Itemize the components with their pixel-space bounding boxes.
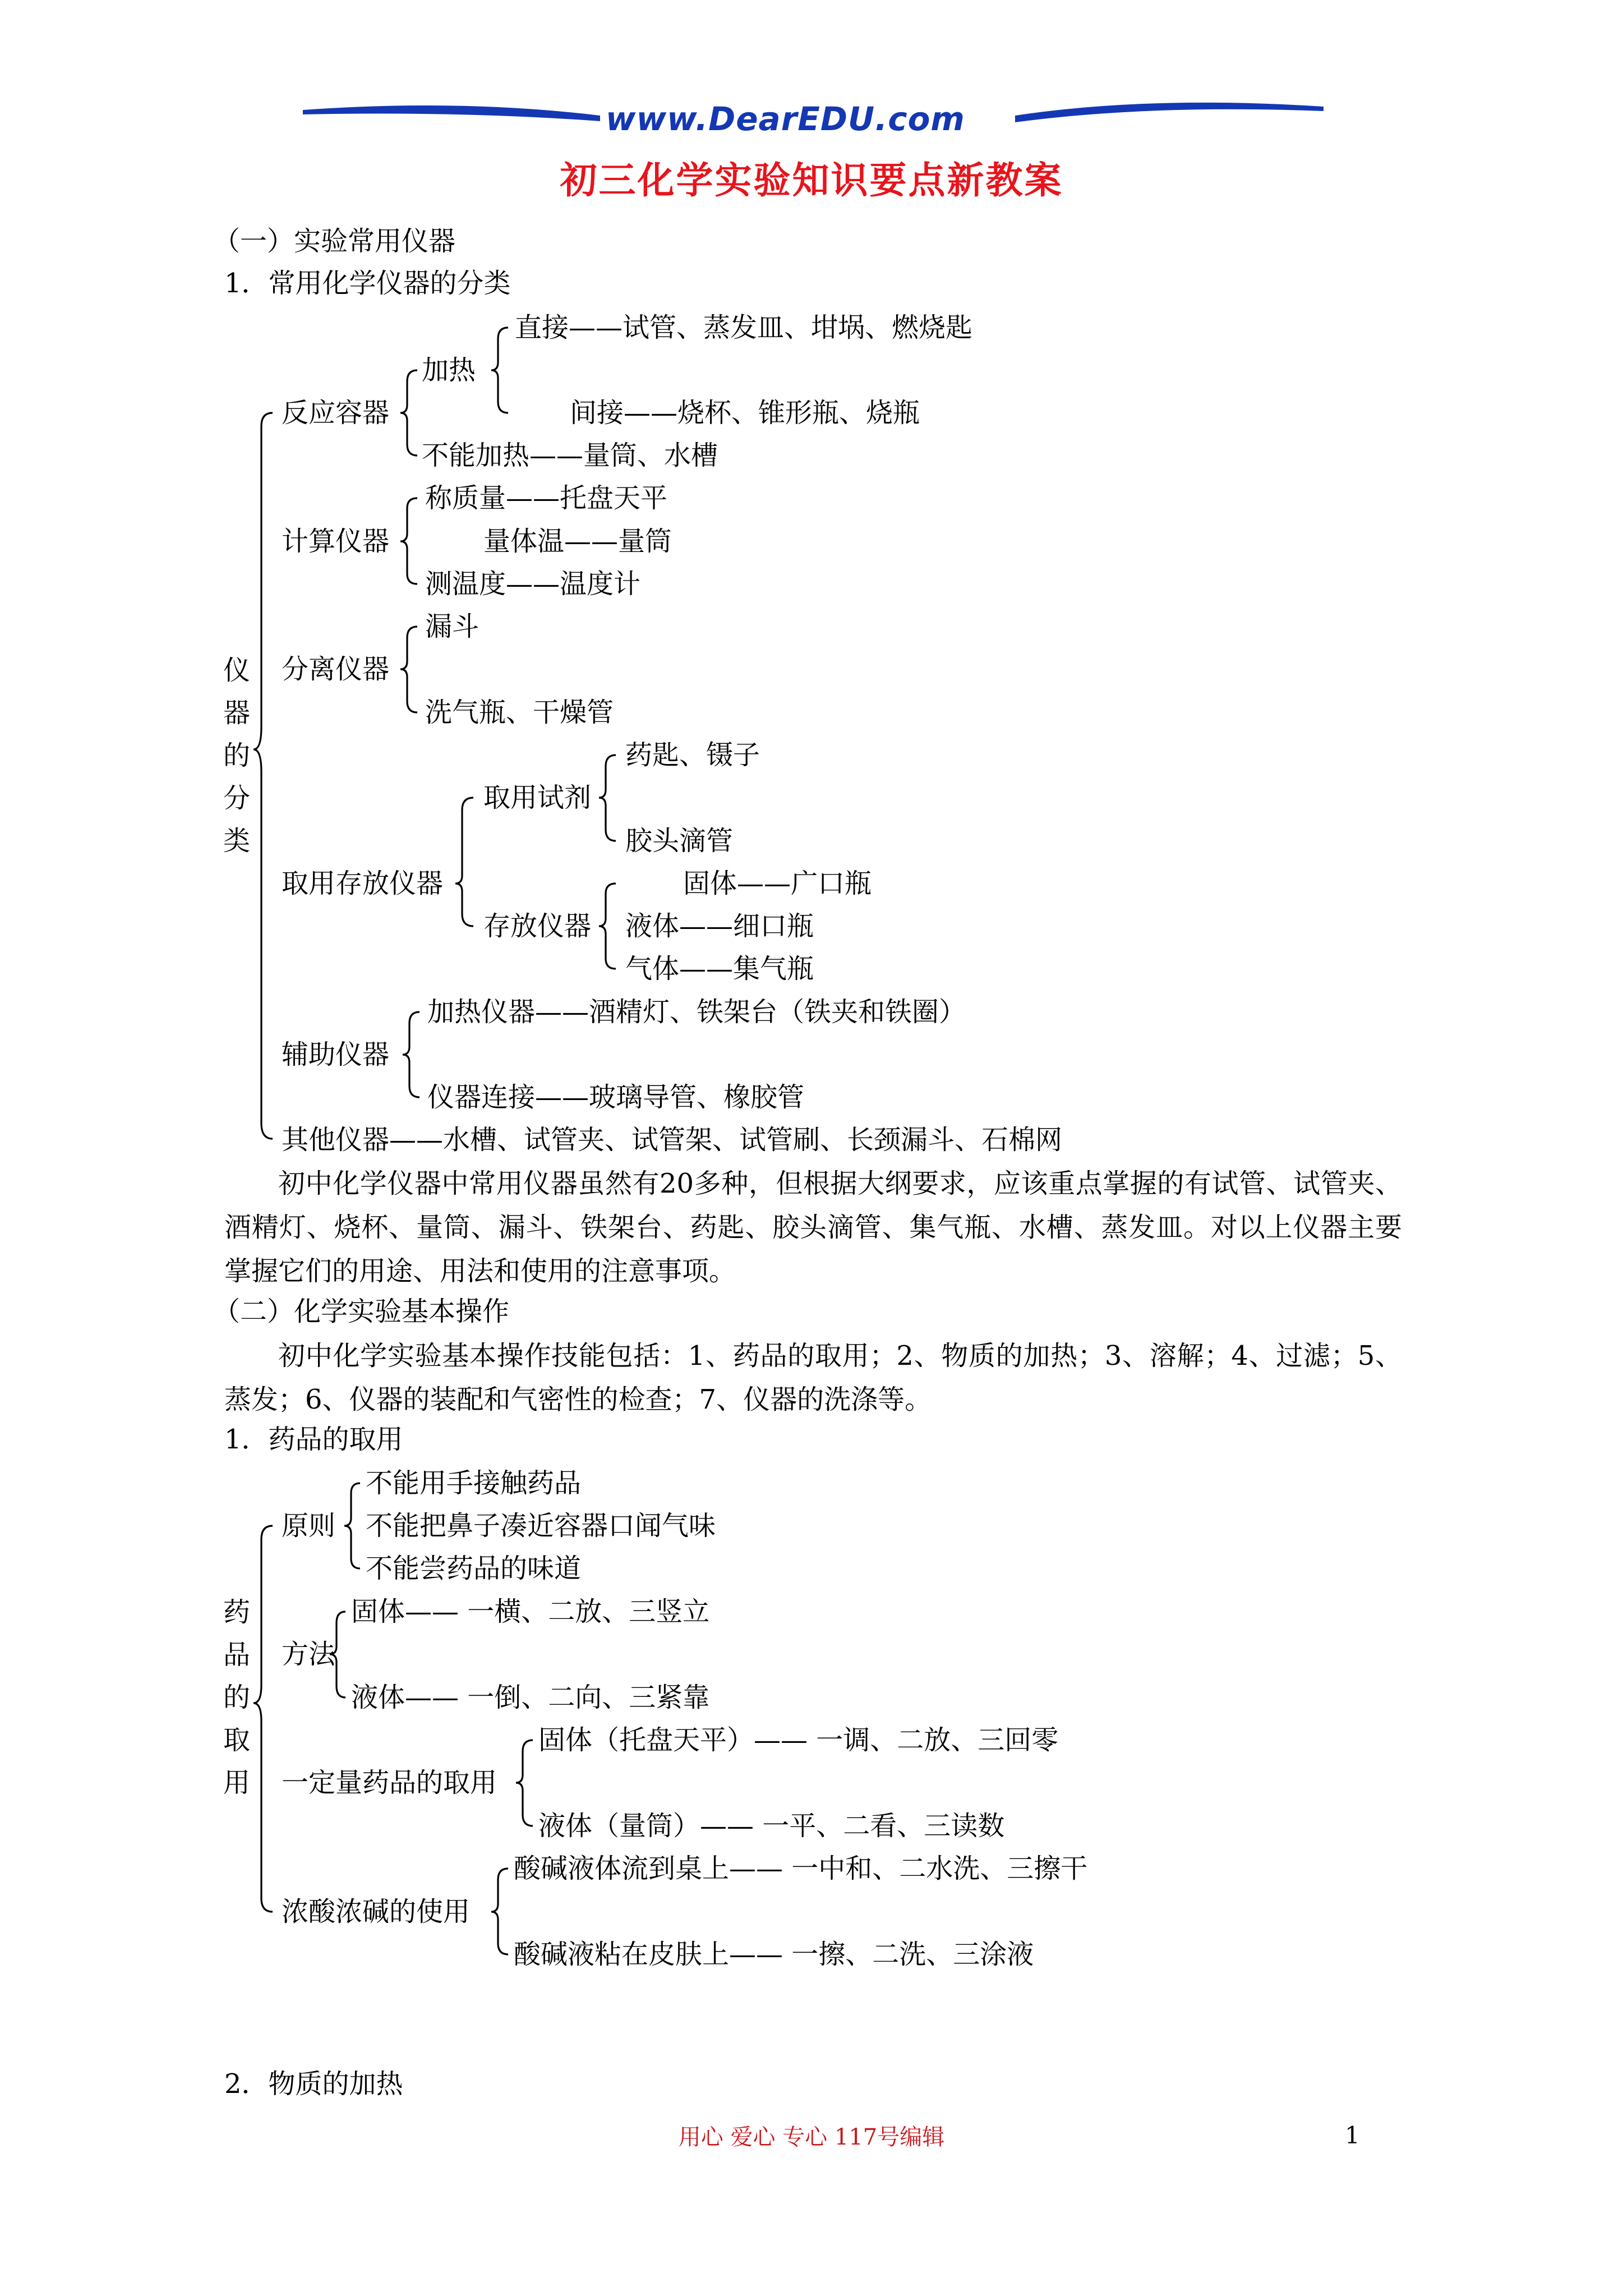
item-quantity-solid: 固体（托盘天平）—— 一调、二放、三回零 (538, 1724, 1059, 1756)
item-volume: 量体温——量筒 (483, 526, 672, 557)
item-noheat: 不能加热——量筒、水槽 (422, 440, 718, 471)
item-indirect: 间接——烧杯、锥形瓶、烧瓶 (570, 397, 920, 429)
item-principle-1: 不能用手接触药品 (366, 1467, 582, 1499)
item-dropper: 胶头滴管 (625, 825, 734, 857)
item-principle-2: 不能把鼻子凑近容器口闻气味 (366, 1510, 716, 1542)
label-keep: 存放仪器 (483, 910, 592, 942)
paragraph-operations: 初中化学实验基本操作技能包括：1、药品的取用；2、物质的加热；3、溶解；4、过滤；5、蒸发；6、仪器的装配和气密性的检查；7、仪器的洗涤等。 (224, 1340, 1402, 1415)
label-acid-base: 浓酸浓碱的使用 (282, 1896, 471, 1927)
item-heating-instrument: 加热仪器——酒精灯、铁架台（铁夹和铁圈） (427, 996, 966, 1028)
item-acid-table: 酸碱液体流到桌上—— 一中和、二水洗、三擦干 (514, 1853, 1088, 1884)
item-solid-bottle: 固体——广口瓶 (683, 868, 872, 899)
label-heat: 加热 (422, 355, 476, 386)
label-method: 方法 (282, 1639, 336, 1670)
subheading-reagent: 1．药品的取用 (224, 1424, 403, 1455)
label-take: 取用试剂 (483, 782, 592, 813)
label-store: 取用存放仪器 (282, 868, 444, 899)
item-mass: 称质量——托盘天平 (425, 482, 668, 514)
item-method-liquid: 液体—— 一倒、二向、三紧靠 (351, 1682, 710, 1713)
item-gas-bottle: 气体——集气瓶 (625, 953, 814, 984)
page-title: 初三化学实验知识要点新教案 (560, 158, 1063, 202)
subheading-heating: 2．物质的加热 (224, 2068, 403, 2100)
site-banner: www.DearEDU.com (606, 100, 965, 138)
section-heading-1: （一）实验常用仪器 (213, 226, 456, 257)
label-quantity: 一定量药品的取用 (282, 1767, 497, 1798)
item-quantity-liquid: 液体（量筒）—— 一平、二看、三读数 (538, 1810, 1005, 1842)
label-separate: 分离仪器 (282, 654, 390, 685)
item-liquid-bottle: 液体——细口瓶 (625, 910, 814, 942)
label-measure: 计算仪器 (282, 526, 390, 557)
subheading-classify: 1．常用化学仪器的分类 (224, 268, 511, 299)
item-other-instruments: 其他仪器——水槽、试管夹、试管架、试管刷、长颈漏斗、石棉网 (282, 1124, 1063, 1156)
paragraph-instruments: 初中化学仪器中常用仪器虽然有20多种，但根据大纲要求，应该重点掌握的有试管、试管夹、酒精灯、烧杯、量筒、漏斗、铁架台、药匙、胶头滴管、集气瓶、水槽、蒸发皿。对以上仪器主要掌握它们的用途、用法和使用的注意事项。 (224, 1168, 1402, 1287)
tree-root-instruments: 仪器的分类 (223, 655, 250, 857)
tree-root-reagent: 药品的取用 (223, 1596, 250, 1798)
label-aux: 辅助仪器 (282, 1039, 390, 1070)
footer-text: 用心 爱心 专心 117号编辑 (678, 2124, 945, 2150)
item-direct: 直接——试管、蒸发皿、坩埚、燃烧匙 (515, 312, 973, 343)
label-reaction: 反应容器 (282, 397, 390, 429)
item-spoon: 药匙、镊子 (625, 739, 760, 771)
item-connection: 仪器连接——玻璃导管、橡胶管 (427, 1082, 805, 1113)
item-acid-skin: 酸碱液粘在皮肤上—— 一擦、二洗、三涂液 (514, 1939, 1034, 1970)
item-temperature: 测温度——温度计 (425, 568, 641, 600)
item-principle-3: 不能尝药品的味道 (366, 1553, 582, 1584)
page-number: 1 (1345, 2122, 1360, 2149)
section-heading-2: （二）化学实验基本操作 (213, 1296, 510, 1327)
label-principle: 原则 (282, 1510, 336, 1542)
item-wash-bottle: 洗气瓶、干燥管 (425, 697, 614, 728)
item-method-solid: 固体—— 一横、二放、三竖立 (351, 1596, 710, 1627)
item-funnel: 漏斗 (425, 611, 479, 642)
